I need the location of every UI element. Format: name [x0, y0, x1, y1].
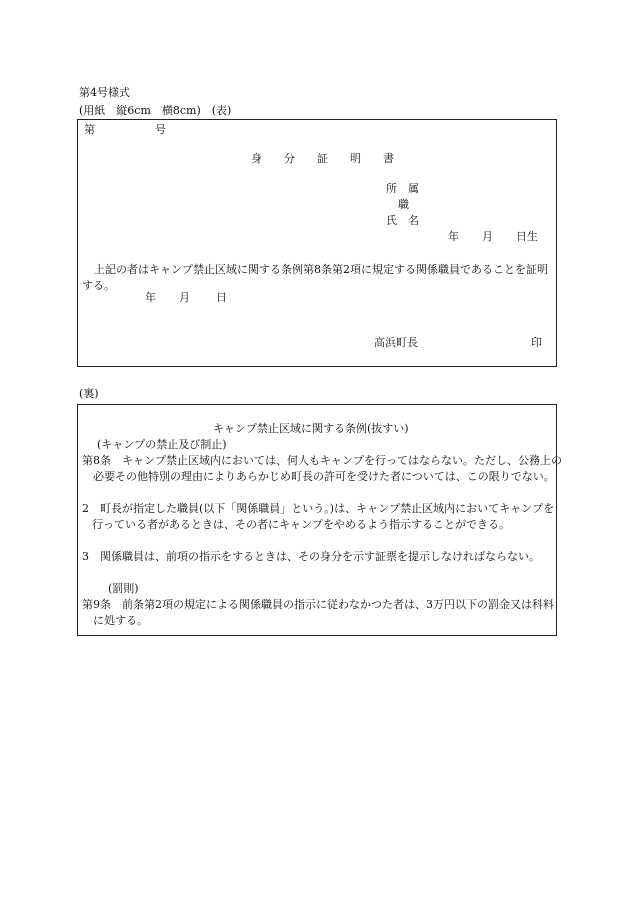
number-prefix: 第	[84, 123, 95, 136]
certification-text: 上記の者はキャンプ禁止区域に関する条例第8条第2項に規定する関係職員であることを証明する。	[82, 263, 548, 292]
affiliation-label: 所 属	[386, 182, 419, 195]
number-suffix: 号	[155, 123, 166, 136]
position-label: 職	[398, 198, 409, 211]
article-8-paragraph-2: 2 町長が指定した職員(以下「関係職員」という。)は、キャンプ禁止区域内においてキャンプを行っている者があるときは、その者にキャンプをやめるよう指示することができる。	[82, 502, 555, 531]
name-label: 氏 名	[386, 214, 419, 227]
issue-month: 月	[179, 291, 190, 304]
issuer: 高浜町長	[374, 336, 418, 349]
article-8-paragraph-3: 3 関係職員は、前項の指示をするときは、その身分を示す証票を提示しなければならない。	[82, 550, 540, 563]
heading-prohibition: (キャンプの禁止及び制止)	[97, 438, 227, 451]
issue-year: 年	[145, 291, 156, 304]
birth-month: 月	[482, 230, 493, 243]
back-label: (裏)	[79, 387, 99, 400]
back-card	[77, 404, 562, 636]
article-8-paragraph-1: 第8条 キャンプ禁止区域内においては、何人もキャンプを行ってはならない。ただし、公務上の必要その他特別の理由によりあらかじめ町長の許可を受けた者については、この限りでない。	[82, 454, 562, 483]
article-9: 第9条 前条第2項の規定による関係職員の指示に従わなかつた者は、3万円以下の罰金又は科料に処する。	[82, 598, 554, 627]
birth-day: 日生	[516, 230, 538, 243]
form-label: 第4号様式	[79, 86, 130, 99]
paper-spec: (用紙 縦6cm 横8cm) (表)	[79, 104, 232, 117]
heading-penalty: (罰則)	[108, 582, 139, 595]
back-title: キャンプ禁止区域に関する条例(抜すい)	[213, 422, 409, 435]
card-title: 身 分 証 明 書	[251, 152, 394, 165]
birth-year: 年	[448, 230, 459, 243]
front-card	[77, 119, 557, 367]
issue-day: 日	[216, 291, 227, 304]
seal-mark: 印	[531, 336, 542, 349]
